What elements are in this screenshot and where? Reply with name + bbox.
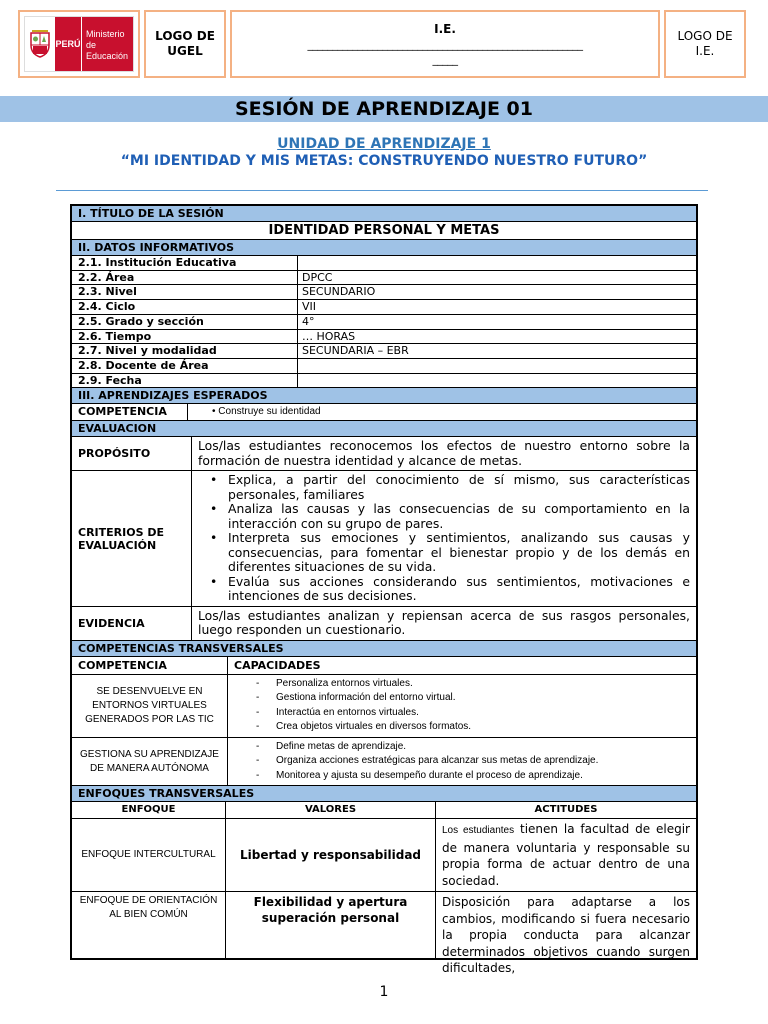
- et-column-headers: ENFOQUE VALORES ACTITUDES: [72, 802, 696, 819]
- proposito-text: Los/las estudiantes reconocemos los efectos de nuestro entorno sobre la formación de nuestra identidad y alcance de metas.: [198, 438, 690, 468]
- proposito-label: PROPÓSITO: [72, 437, 192, 470]
- evidencia-text: Los/las estudiantes analizan y repiensan acerca de sus rasgos personales, luego responden un cuestionario.: [198, 607, 690, 638]
- et-row: [72, 819, 696, 892]
- et-enfoque: ENFOQUE DE ORIENTACIÓN AL BIEN COMÚN: [72, 892, 226, 958]
- capacidades-list: [228, 740, 696, 784]
- capacidades-list: [228, 677, 696, 735]
- datos-row: 2.1. Institución Educativa: [72, 256, 696, 271]
- et-enfoque: ENFOQUE INTERCULTURAL: [72, 819, 226, 891]
- ct-competencia: GESTIONA SU APRENDIZAJE DE MANERA AUTÓNOMA: [72, 738, 228, 786]
- list-item: • Evalúa sus acciones considerando sus sentimientos, motivaciones e intenciones de sus decisiones.: [198, 575, 690, 604]
- criterios-row: [72, 471, 696, 607]
- ct-competencia: SE DESENVUELVE EN ENTORNOS VIRTUALES GENERADOS POR LAS TIC: [72, 675, 228, 737]
- et-row: [72, 892, 696, 976]
- session-table: [70, 204, 698, 976]
- list-item: - Personaliza entornos virtuales.: [228, 677, 696, 692]
- ct-row: [72, 738, 696, 787]
- evidencia-row: [72, 607, 696, 641]
- section-ct-header: COMPETENCIAS TRANSVERSALES: [72, 641, 696, 656]
- session-title: IDENTIDAD PERSONAL Y METAS: [268, 223, 500, 238]
- competencia-label: COMPETENCIA: [72, 404, 188, 420]
- list-item: - Organiza acciones estratégicas para alcanzar sus metas de aprendizaje.: [228, 754, 696, 769]
- criterios-list: [198, 473, 690, 604]
- section-title-header: I. TÍTULO DE LA SESIÓN: [72, 206, 696, 221]
- ie-name-box: [230, 10, 660, 78]
- ie-logo-placeholder: LOGO DE I.E.: [664, 10, 746, 78]
- minedu-logo: [18, 10, 140, 78]
- peru-label: PERÚ: [55, 17, 81, 71]
- et-actitudes: Los estudiantes tienen la facultad de elegir de manera voluntaria y responsable su propia forma de actuar dentro de una sociedad.: [442, 822, 690, 888]
- ministry-name: Ministerio de Educación: [81, 17, 133, 71]
- list-item: - Crea objetos virtuales en diversos formatos.: [228, 720, 696, 735]
- list-item: • Explica, a partir del conocimiento de sí mismo, sus características personales, familiares: [198, 473, 690, 502]
- ct-row: [72, 675, 696, 738]
- competencia-row: [72, 404, 696, 421]
- session-banner: SESIÓN DE APRENDIZAJE 01: [0, 96, 768, 122]
- et-valores: Flexibilidad y apertura superación personal: [226, 892, 436, 958]
- ugel-logo-placeholder: LOGO DE UGEL: [144, 10, 226, 78]
- unit-title[interactable]: UNIDAD DE APRENDIZAJE 1: [277, 136, 491, 152]
- proposito-row: [72, 437, 696, 471]
- criterios-label: CRITERIOS DE EVALUACIÓN: [72, 471, 192, 606]
- list-item: • Interpreta sus emociones y sentimientos, analizando sus causas y consecuencias, para fomentar el bienestar propio y de los demás en diferentes situaciones de su vida.: [198, 531, 690, 575]
- list-item: - Gestiona información del entorno virtual.: [228, 691, 696, 706]
- list-item: - Define metas de aprendizaje.: [228, 740, 696, 755]
- page-number: 1: [379, 984, 389, 1000]
- et-actitudes: Disposición para adaptarse a los cambios, modificando si fuera necesario la propia conducta para alcanzar determinados objetivos cuando surgen dificultades,: [442, 895, 690, 976]
- list-item: - Interactúa en entornos virtuales.: [228, 706, 696, 721]
- ct-column-headers: COMPETENCIA CAPACIDADES: [72, 657, 696, 675]
- list-item: - Monitorea y ajusta su desempeño durante el proceso de aprendizaje.: [228, 769, 696, 784]
- datos-row: 2.5. Grado y sección 4°: [72, 315, 696, 330]
- evidencia-label: EVIDENCIA: [72, 607, 192, 640]
- section-et-header: ENFOQUES TRANSVERSALES: [72, 786, 696, 801]
- datos-row: 2.2. Área DPCC: [72, 271, 696, 286]
- unit-heading: [0, 136, 768, 170]
- datos-row: 2.9. Fecha: [72, 374, 696, 389]
- ie-label: I.E.: [434, 21, 456, 36]
- datos-row: 2.6. Tiempo … HORAS: [72, 330, 696, 345]
- ie-name-line-2: _____: [432, 52, 458, 66]
- datos-row: 2.7. Nivel y modalidad SECUNDARIA – EBR: [72, 344, 696, 359]
- datos-row: 2.3. Nivel SECUNDARIO: [72, 285, 696, 300]
- datos-row: 2.8. Docente de Área: [72, 359, 696, 374]
- competencia-value: • Construye su identidad: [212, 406, 321, 418]
- section-aprendizajes-header: III. APRENDIZAJES ESPERADOS: [72, 388, 696, 403]
- et-valores: Libertad y responsabilidad: [226, 819, 436, 891]
- ie-name-line: _______________________________________________________: [307, 37, 583, 51]
- unit-subtitle: “MI IDENTIDAD Y MIS METAS: CONSTRUYENDO NUESTRO FUTURO”: [120, 153, 648, 169]
- datos-row: 2.4. Ciclo VII: [72, 300, 696, 315]
- section-evaluacion-header: EVALUACION: [72, 421, 696, 436]
- divider: [56, 190, 708, 191]
- list-item: • Analiza las causas y las consecuencias de su comportamiento en la interacción con su grupo de pares.: [198, 502, 690, 531]
- document-header: [18, 10, 746, 78]
- section-datos-header: II. DATOS INFORMATIVOS: [72, 240, 696, 255]
- peru-crest-icon: [25, 17, 55, 71]
